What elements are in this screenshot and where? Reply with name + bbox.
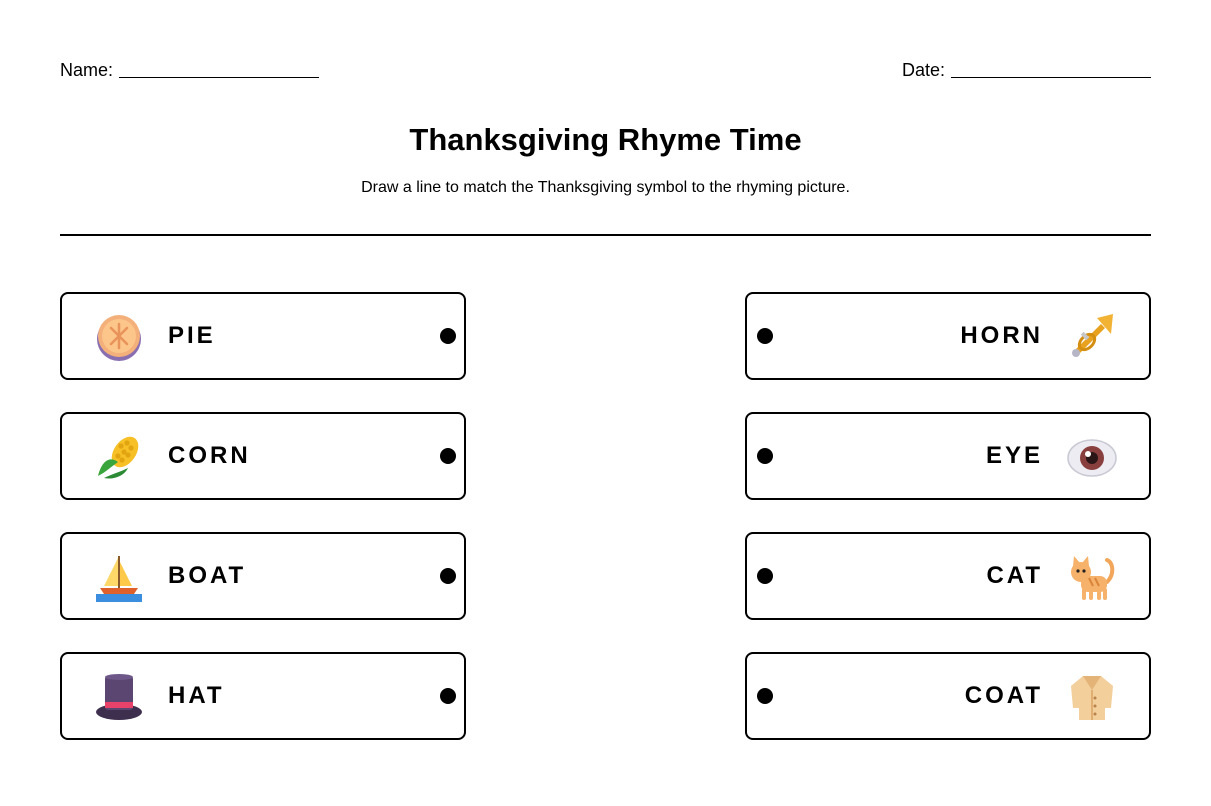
word-label: CAT <box>986 562 1043 589</box>
match-dot[interactable] <box>440 448 456 464</box>
date-field[interactable] <box>902 60 1151 80</box>
match-dot[interactable] <box>440 688 456 704</box>
word-label: PIE <box>168 322 216 349</box>
trumpet-icon <box>1067 312 1117 362</box>
date-blank-line[interactable] <box>951 77 1151 78</box>
word-label: EYE <box>985 442 1043 469</box>
word-label: COAT <box>964 682 1043 709</box>
eye-icon <box>1067 432 1117 482</box>
match-dot[interactable] <box>440 328 456 344</box>
pie-icon <box>94 312 144 362</box>
match-dot[interactable] <box>757 688 773 704</box>
match-dot[interactable] <box>757 568 773 584</box>
match-dot[interactable] <box>757 328 773 344</box>
instructions: Draw a line to match the Thanksgiving symbol to the rhyming picture. <box>361 179 850 196</box>
cat-icon <box>1067 552 1117 602</box>
word-label: BOAT <box>168 562 247 589</box>
left-card-corn <box>60 412 466 500</box>
date-label: Date: <box>901 60 945 80</box>
corn-icon <box>94 432 144 482</box>
right-card-cat <box>745 532 1151 620</box>
left-card-boat <box>60 532 466 620</box>
match-dot[interactable] <box>757 448 773 464</box>
right-card-eye <box>745 412 1151 500</box>
left-card-pie <box>60 292 466 380</box>
match-dot[interactable] <box>440 568 456 584</box>
sailboat-icon <box>94 552 144 602</box>
word-label: HAT <box>168 682 225 709</box>
top-hat-icon <box>94 672 144 722</box>
word-label: HORN <box>960 322 1043 349</box>
divider <box>60 234 1151 236</box>
name-blank-line[interactable] <box>119 77 319 78</box>
right-card-coat <box>745 652 1151 740</box>
right-card-horn <box>745 292 1151 380</box>
left-card-hat <box>60 652 466 740</box>
name-label: Name: <box>60 60 114 80</box>
word-label: CORN <box>168 442 251 469</box>
name-field[interactable] <box>60 60 319 80</box>
page-title: Thanksgiving Rhyme Time <box>409 122 802 157</box>
coat-icon <box>1067 672 1117 722</box>
